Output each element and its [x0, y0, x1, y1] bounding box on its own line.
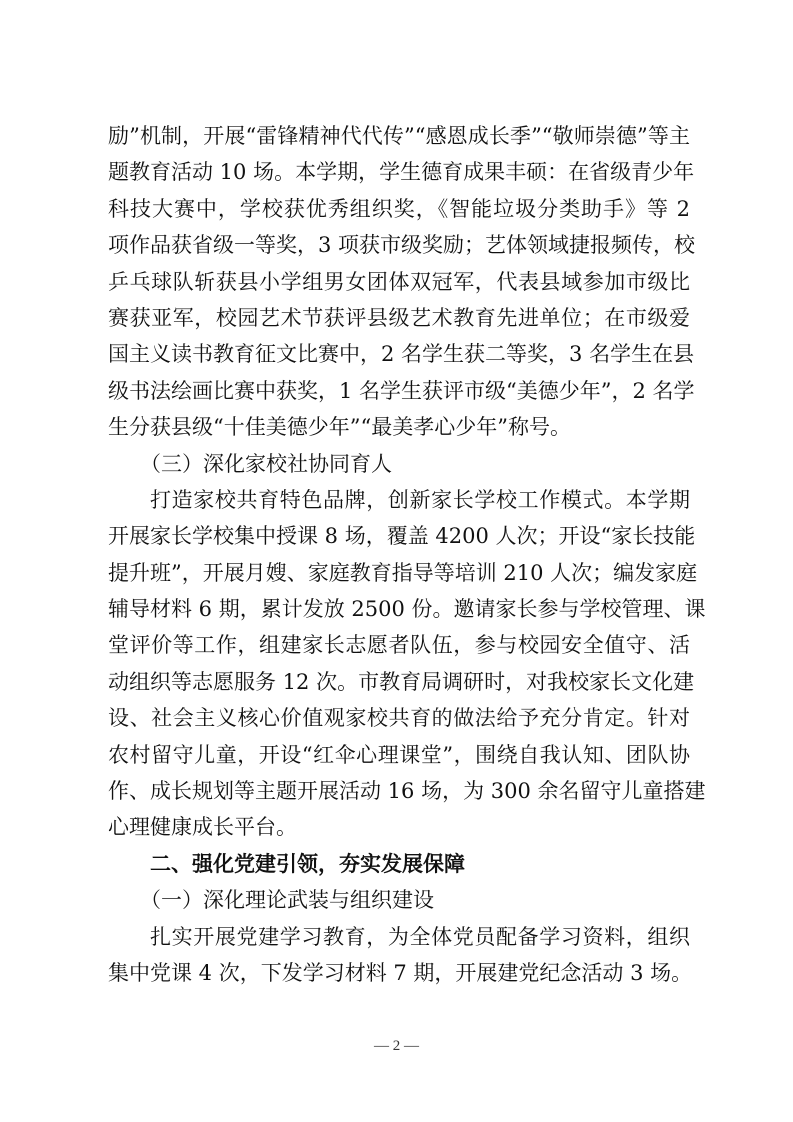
- document-body: [108, 118, 706, 991]
- body-line: 生分获县级“十佳美德少年”“最美孝心少年”称号。: [108, 415, 571, 440]
- section-heading-sub: （一）深化理论武装与组织建设: [140, 888, 434, 913]
- body-line: 项作品获省级一等奖，3 项获市级奖励；艺体领域捷报频传，校: [108, 233, 696, 258]
- body-line: 级书法绘画比赛中获奖，1 名学生获评市级“美德少年”，2 名学: [108, 378, 695, 403]
- page-number: — 2 —: [374, 1038, 419, 1054]
- body-line: 赛获亚军，校园艺术节获评县级艺术教育先进单位；在市级爱: [108, 305, 690, 330]
- body-line: 堂评价等工作，组建家长志愿者队伍，参与校园安全值守、活: [108, 633, 690, 658]
- body-line: 国主义读书教育征文比赛中，2 名学生获二等奖，3 名学生在县: [108, 342, 695, 367]
- body-line: 打造家校共育特色品牌，创新家长学校工作模式。本学期: [150, 487, 690, 512]
- body-line: 励”机制，开展“雷锋精神代代传”“感恩成长季”“敬师崇德”等主: [108, 124, 690, 148]
- section-heading-3: （三）深化家校社协同育人: [140, 451, 392, 476]
- body-line: 设、社会主义核心价值观家校共育的做法给予充分肯定。针对: [108, 706, 690, 731]
- body-line: 动组织等志愿服务 12 次。市教育局调研时，对我校家长文化建: [108, 669, 695, 694]
- section-heading-2: 二、强化党建引领，夯实发展保障: [150, 851, 465, 876]
- body-line: 科技大赛中，学校获优秀组织奖，《智能垃圾分类助手》等 2: [108, 196, 690, 221]
- body-line: 扎实开展党建学习教育，为全体党员配备学习资料，组织: [150, 924, 690, 949]
- body-line: 农村留守儿童，开设“红伞心理课堂”，围绕自我认知、团队协: [108, 742, 690, 767]
- body-line: 开展家长学校集中授课 8 场，覆盖 4200 人次；开设“家长技能: [108, 524, 696, 549]
- body-line: 集中党课 4 次，下发学习材料 7 期，开展建党纪念活动 3 场。: [108, 960, 693, 985]
- body-line: 心理健康成长平台。: [108, 815, 297, 840]
- body-line: 题教育活动 10 场。本学期，学生德育成果丰硕：在省级青少年: [108, 160, 695, 185]
- body-line: 作、成长规划等主题开展活动 16 场，为 300 余名留守儿童搭建: [108, 779, 706, 804]
- body-line: 提升班”，开展月嫂、家庭教育指导等培训 210 人次；编发家庭: [108, 560, 698, 585]
- body-line: 乒乓球队斩获县小学组男女团体双冠军，代表县域参加市级比: [108, 269, 690, 294]
- body-line: 辅导材料 6 期，累计发放 2500 份。邀请家长参与学校管理、课: [108, 597, 706, 622]
